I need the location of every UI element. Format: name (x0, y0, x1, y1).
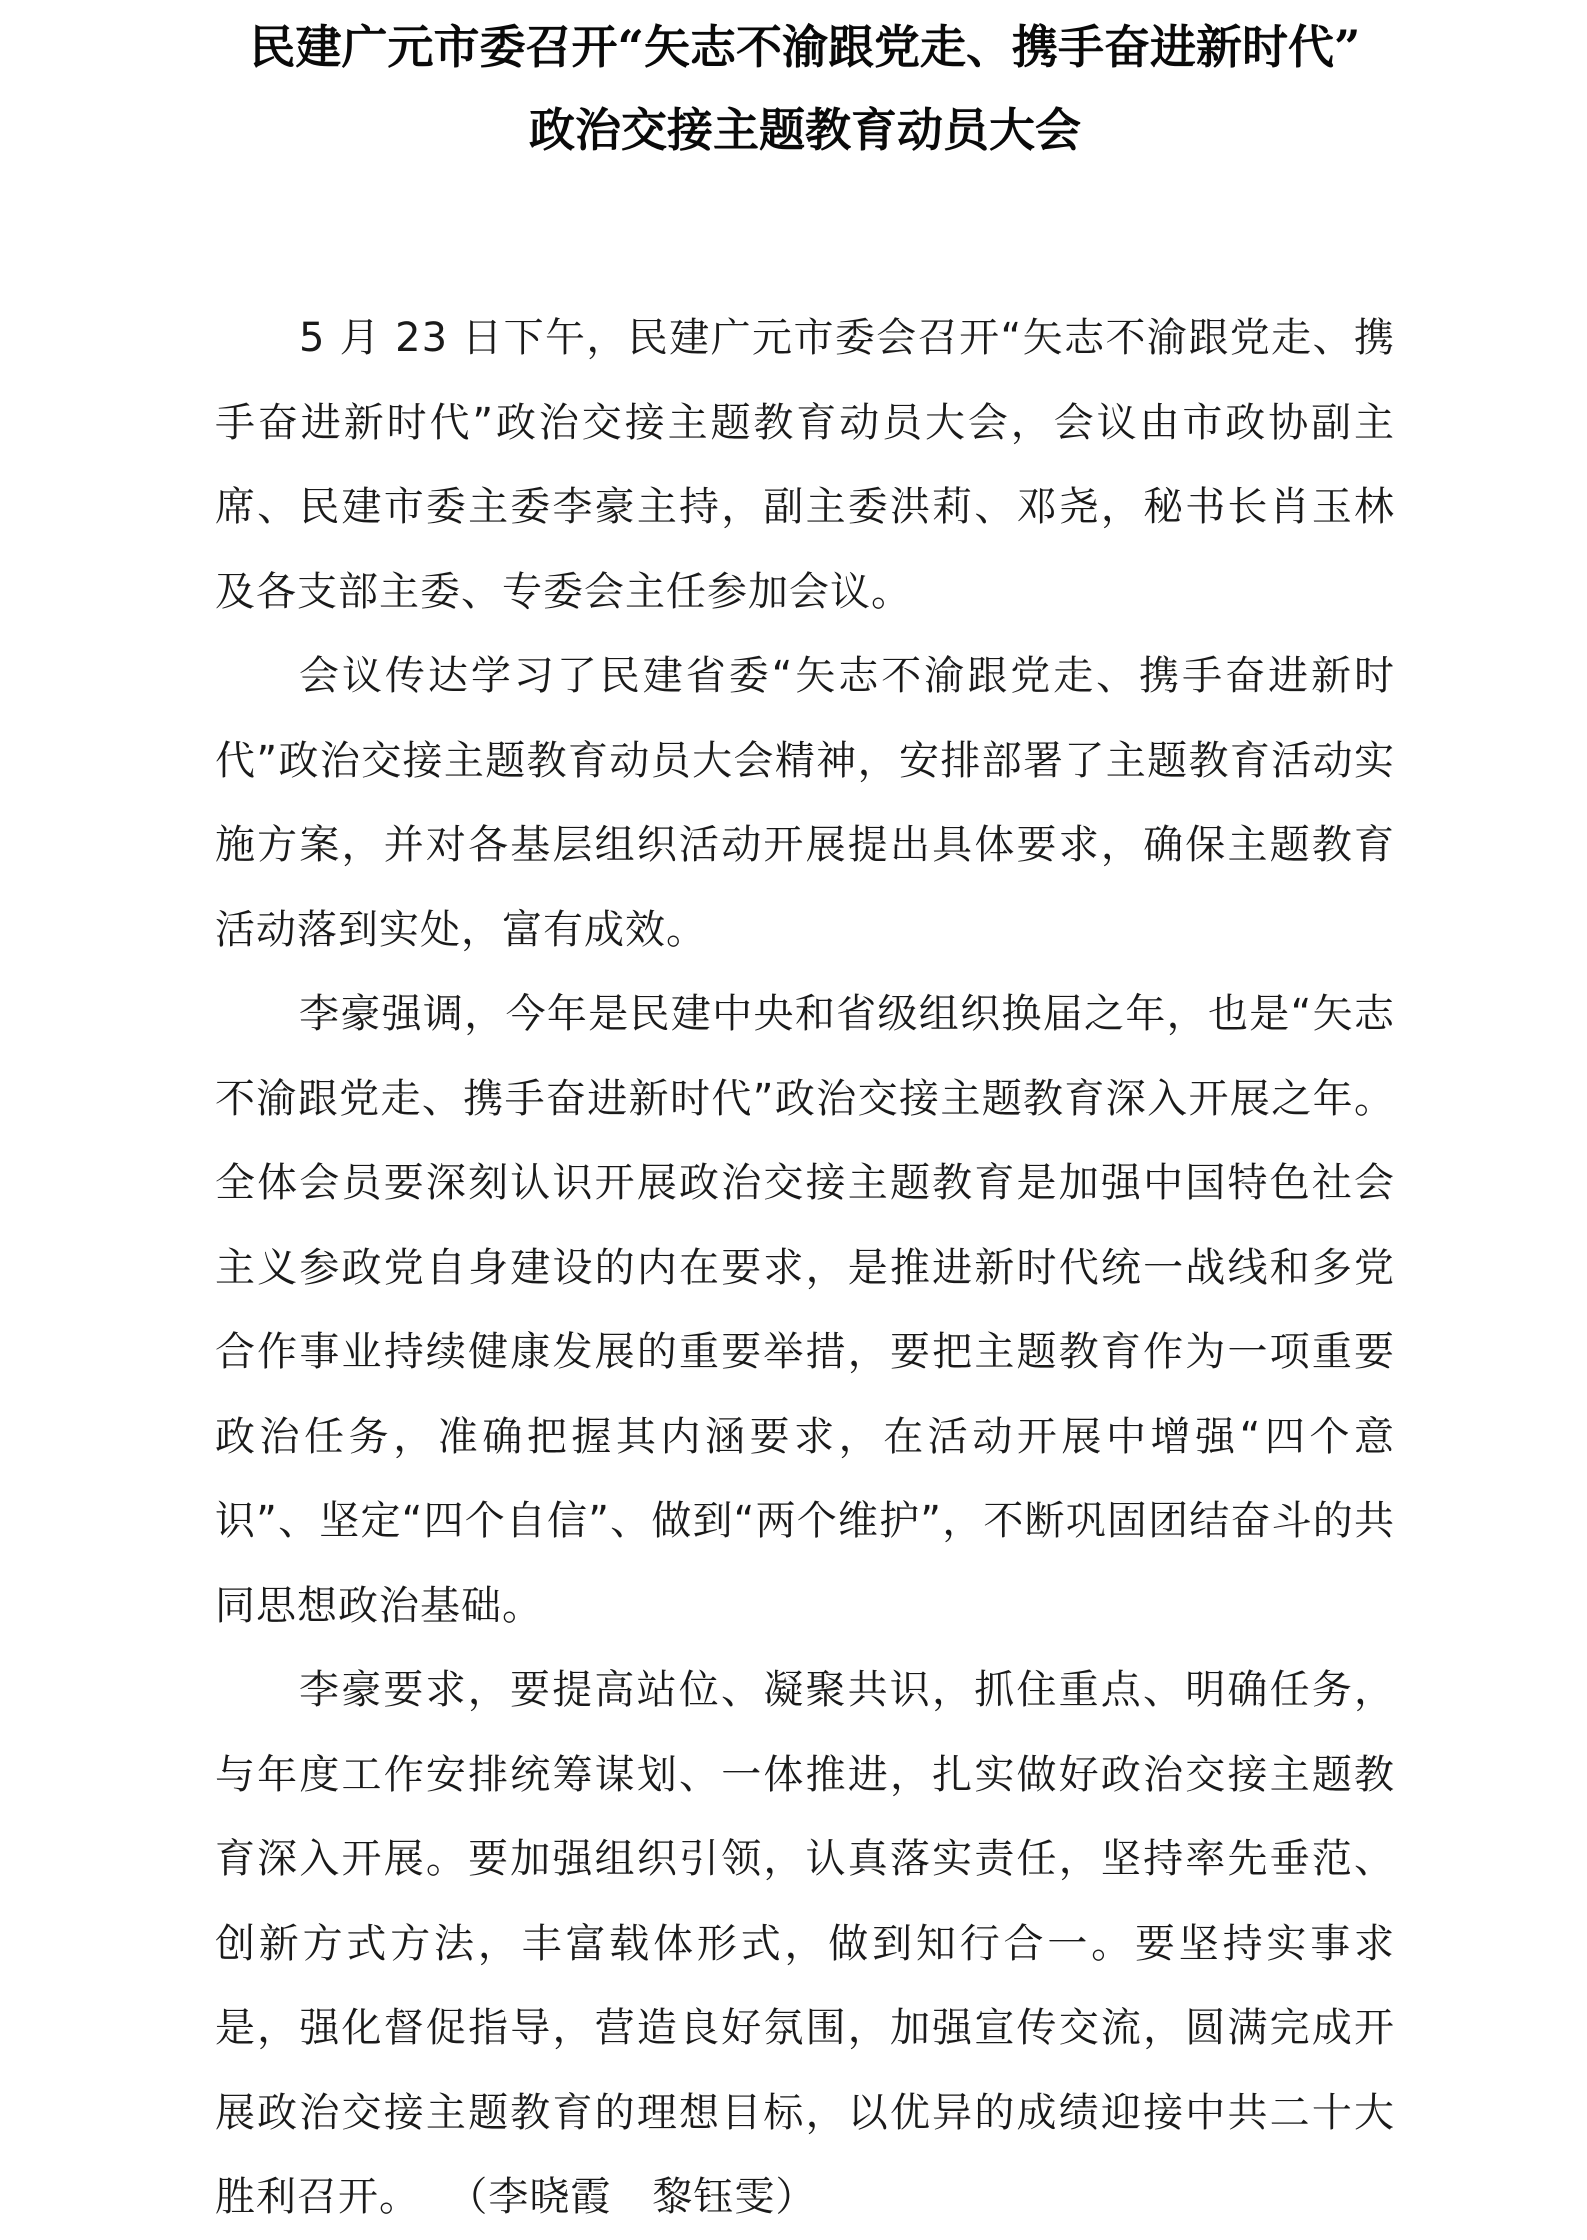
paragraph-3 (215, 972, 1395, 1648)
document-title (215, 0, 1395, 172)
author-byline: （李晓霞 黎钰雯） (420, 2174, 817, 2220)
paragraph-1 (215, 296, 1395, 634)
title-line-1: 民建广元市委召开“矢志不渝跟党走、携手奋进新时代” (249, 20, 1361, 74)
paragraph-4-text: 李豪要求，要提高站位、凝聚共识，抓住重点、明确任务，与年度工作安排统筹谋划、一体推进，扎实做好政治交接主题教育深入开展。要加强组织引领，认真落实责任，坚持率先垂范、创新方式方法，丰富载体形式，做到知行合一。要坚持实事求是，强化督促指导，营造良好氛围，加强宣传交流，圆满完成开展政治交接主题教育的理想目标，以优异的成绩迎接中共二十大胜利召开。 (215, 1667, 1395, 2220)
paragraph-3-text: 李豪强调，今年是民建中央和省级组织换届之年，也是“矢志不渝跟党走、携手奋进新时代”政治交接主题教育深入开展之年。全体会员要深刻认识开展政治交接主题教育是加强中国特色社会主义参政党自身建设的内在要求，是推进新时代统一战线和多党合作事业持续健康发展的重要举措，要把主题教育作为一项重要政治任务，准确把握其内涵要求，在活动开展中增强“四个意识”、坚定“四个自信”、做到“两个维护”，不断巩固团结奋斗的共同思想政治基础。 (215, 991, 1395, 1629)
paragraph-2-text: 会议传达学习了民建省委“矢志不渝跟党走、携手奋进新时代”政治交接主题教育动员大会精神，安排部署了主题教育活动实施方案，并对各基层组织活动开展提出具体要求，确保主题教育活动落到实处，富有成效。 (215, 653, 1395, 953)
paragraph-4 (215, 1648, 1395, 2240)
article-body (215, 296, 1395, 2240)
paragraph-1-text: 5 月 23 日下午，民建广元市委会召开“矢志不渝跟党走、携手奋进新时代”政治交接主题教育动员大会，会议由市政协副主席、民建市委主委李豪主持，副主委洪莉、邓尧，秘书长肖玉林及各支部主委、专委会主任参加会议。 (215, 315, 1395, 615)
title-line-2: 政治交接主题教育动员大会 (529, 103, 1081, 157)
paragraph-2 (215, 634, 1395, 972)
document-page (215, 0, 1395, 2240)
